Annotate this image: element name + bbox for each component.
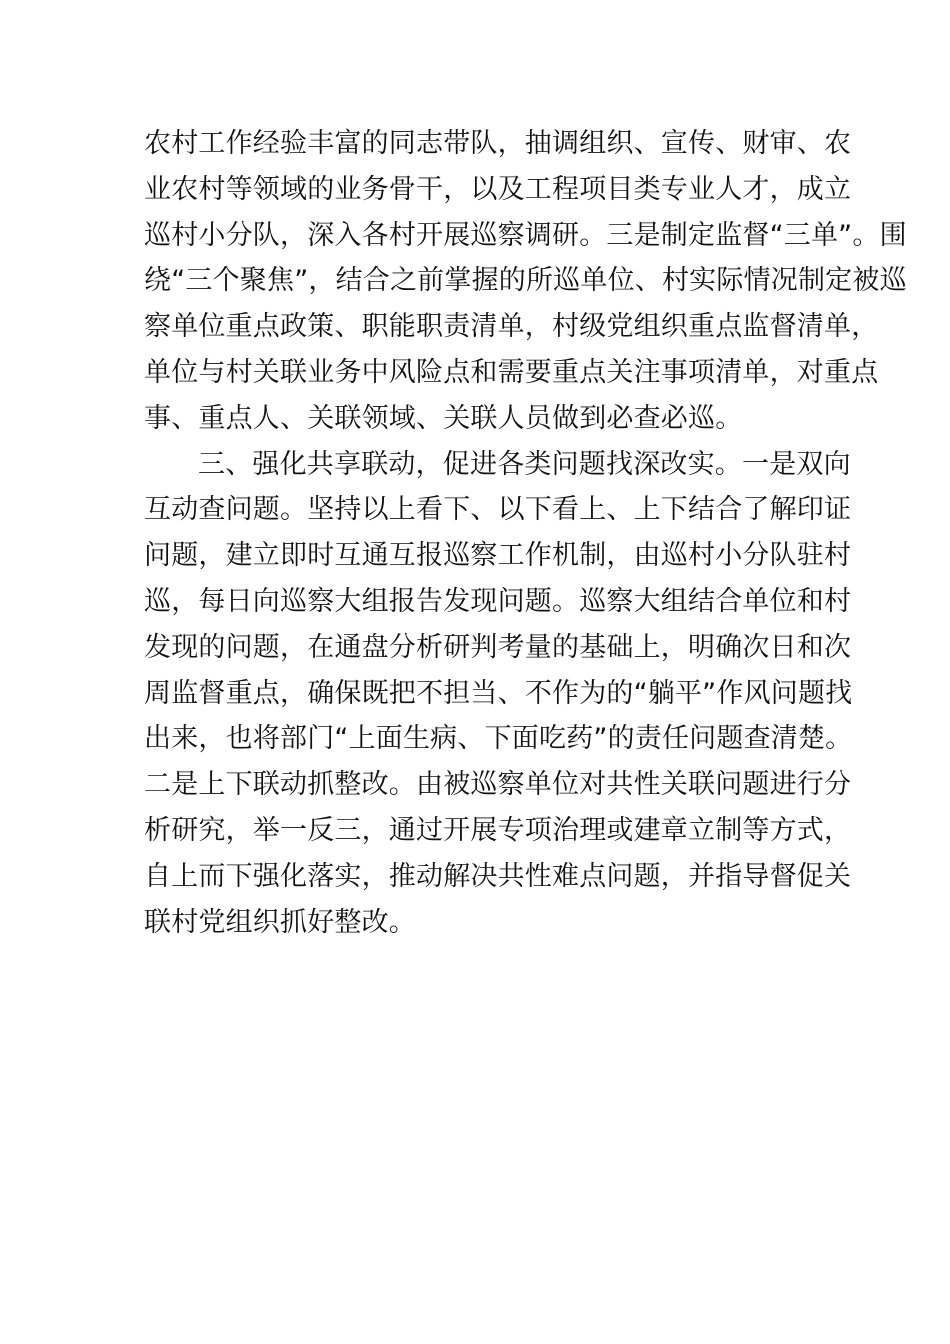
text-line-17: 自上而下强化落实，推动解决共性难点问题，并指导督促关 [144, 860, 852, 892]
text-line-13: 周监督重点，确保既把不担当、不作为的“躺平”作风问题找 [144, 677, 853, 709]
text-line-11: 巡，每日向巡察大组报告发现问题。巡察大组结合单位和村 [144, 585, 852, 617]
text-line-7: 事、重点人、关联领域、关联人员做到必查必巡。 [144, 402, 743, 434]
text-line-12: 发现的问题，在通盘分析研判考量的基础上，明确次日和次 [144, 631, 852, 663]
text-line-3: 巡村小分队，深入各村开展巡察调研。三是制定监督“三单”。围 [144, 219, 907, 251]
text-line-14: 出来，也将部门“上面生病、下面吃药”的责任问题查清楚。 [144, 723, 853, 755]
text-line-9: 互动查问题。坚持以上看下、以下看上、上下结合了解印证 [144, 494, 852, 526]
text-line-1: 农村工作经验丰富的同志带队，抽调组织、宣传、财审、农 [144, 128, 852, 159]
body-text [144, 121, 907, 945]
section-heading-line: 三、强化共享联动，促进各类问题找深改实。一是双向 [198, 448, 851, 480]
text-line-6: 单位与村关联业务中风险点和需要重点关注事项清单，对重点 [144, 356, 879, 388]
text-line-2: 业农村等领域的业务骨干，以及工程项目类专业人才，成立 [144, 173, 852, 205]
text-line-5: 察单位重点政策、职能职责清单，村级党组织重点监督清单， [144, 311, 879, 343]
text-line-16: 析研究，举一反三，通过开展专项治理或建章立制等方式， [144, 814, 852, 846]
text-line-18: 联村党组织抓好整改。 [144, 906, 416, 938]
text-line-15: 二是上下联动抓整改。由被巡察单位对共性关联问题进行分 [144, 769, 852, 801]
text-line-4: 绕“三个聚焦”，结合之前掌握的所巡单位、村实际情况制定被巡 [144, 265, 907, 297]
text-line-10: 问题，建立即时互通互报巡察工作机制，由巡村小分队驻村 [144, 540, 852, 572]
